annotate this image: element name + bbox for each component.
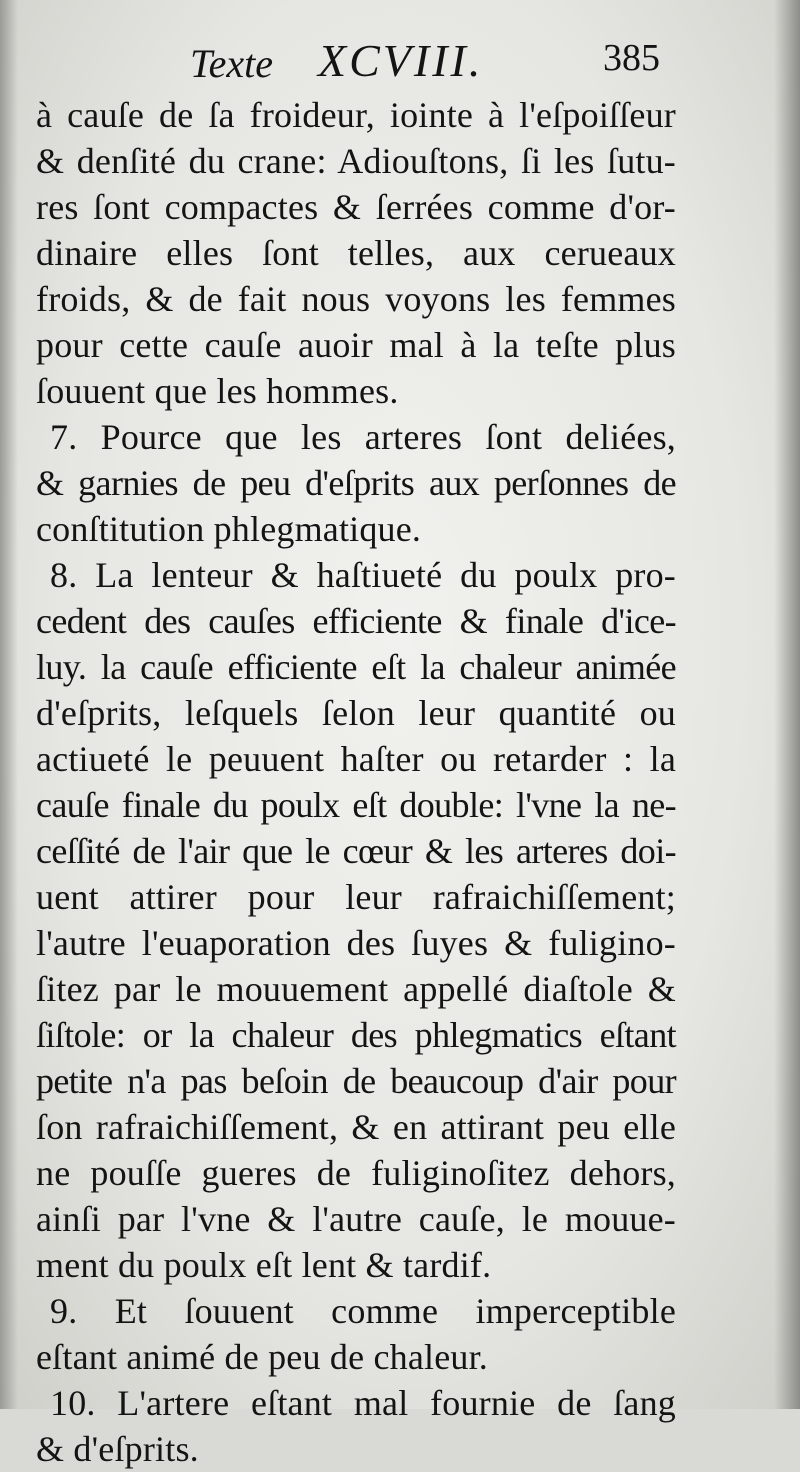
page-shadow-right	[774, 0, 800, 1409]
text-line: ainſi par l'vne & l'autre cauſe, le mouue-	[36, 1199, 676, 1239]
text-line: res ſont compactes & ſerrées comme d'or-	[36, 187, 676, 227]
page-shadow-left	[0, 0, 18, 1409]
text-line: & garnies de peu d'eſprits aux perſonnes de	[36, 463, 676, 503]
text-line: ſiſtole: or la chaleur des phlegmatics eſtant	[36, 1015, 676, 1055]
text-line: pour cette cauſe auoir mal à la teſte plus	[36, 325, 676, 365]
text-line: ne pouſſe gueres de fuliginoſitez dehors,	[36, 1153, 676, 1193]
text-line: cauſe finale du poulx eſt double: l'vne la ne-	[36, 785, 676, 825]
page-number: 385	[603, 37, 660, 79]
text-line: & denſité du crane: Adiouſtons, ſi les ſutu-	[36, 141, 676, 181]
numbered-item-10: 10. L'artere eſtant mal fournie de ſang	[50, 1383, 676, 1423]
text-line: à cauſe de ſa froideur, iointe à l'eſpoiſſeur	[36, 95, 676, 135]
text-line: eſtant animé de peu de chaleur.	[36, 1337, 488, 1377]
text-line: ment du poulx eſt lent & tardif.	[36, 1245, 492, 1285]
text-line: d'eſprits, leſquels ſelon leur quantité ou	[36, 693, 676, 733]
text-line: cedent des cauſes efficiente & finale d'ice-	[36, 601, 676, 641]
numbered-item-8: 8. La lenteur & haſtiueté du poulx pro-	[50, 555, 676, 595]
text-line: ſon rafraichiſſement, & en attirant peu elle	[36, 1107, 676, 1147]
text-line: uent attirer pour leur rafraichiſſement;	[36, 877, 676, 917]
running-head-numeral: XCVIII.	[318, 35, 484, 86]
text-line: ſitez par le mouuement appellé diaſtole &	[36, 969, 676, 1009]
text-line: ſouuent que les hommes.	[36, 371, 399, 411]
running-head-word: Texte	[190, 41, 273, 86]
text-line: petite n'a pas beſoin de beaucoup d'air pour	[36, 1061, 676, 1101]
numbered-item-7: 7. Pource que les arteres ſont deliées,	[50, 417, 676, 457]
text-line: l'autre l'euaporation des ſuyes & fuligino-	[36, 923, 676, 963]
numbered-item-9: 9. Et ſouuent comme imperceptible	[50, 1291, 676, 1331]
text-line: luy. la cauſe efficiente eſt la chaleur animée	[36, 647, 676, 687]
running-head	[190, 34, 660, 90]
text-line: froids, & de fait nous voyons les femmes	[36, 279, 676, 319]
text-line: actiueté le peuuent haſter ou retarder : la	[36, 739, 676, 779]
text-line: ceſſité de l'air que le cœur & les arteres doi-	[36, 831, 676, 871]
body-text	[36, 92, 676, 1472]
text-line: conſtitution phlegmatique.	[36, 509, 422, 549]
text-line: & d'eſprits.	[36, 1429, 199, 1469]
text-line: dinaire elles ſont telles, aux cerueaux	[36, 233, 676, 273]
